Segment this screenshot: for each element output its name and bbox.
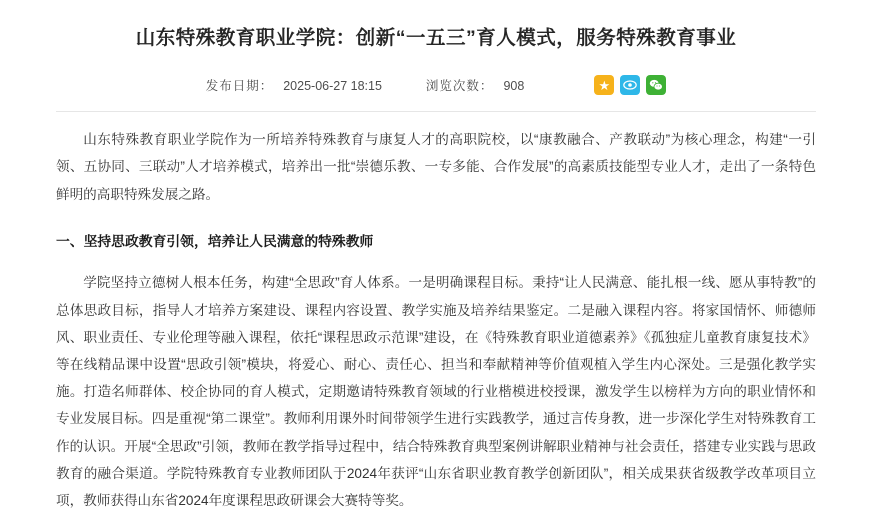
view-count-label: 浏览次数： xyxy=(425,79,494,94)
section-heading: 一、坚持思政教育引领，培养让人民满意的特殊教师 xyxy=(56,233,374,249)
wechat-icon[interactable] xyxy=(646,75,666,95)
article-body xyxy=(0,126,872,514)
share-buttons[interactable] xyxy=(594,75,666,95)
publish-date-label: 发布日期： xyxy=(205,79,274,94)
article-header xyxy=(0,0,872,107)
star-glyph: ★ xyxy=(598,77,611,93)
view-count-value: 908 xyxy=(503,79,525,94)
publish-date-value: 2025-06-27 18:15 xyxy=(283,79,382,94)
star-icon[interactable] xyxy=(594,75,614,95)
article-meta xyxy=(56,59,816,107)
page-title: 山东特殊教育职业学院：创新“一五三”育人模式，服务特殊教育事业 xyxy=(135,27,737,49)
eye-icon[interactable] xyxy=(620,75,640,95)
header-divider xyxy=(56,111,816,112)
view-count xyxy=(426,76,524,94)
paragraph-section-1: 学院坚持立德树人根本任务，构建“全思政”育人体系。一是明确课程目标。秉持“让人民满意、能扎根一线、愿从事特教”的总体思政目标，指导人才培养方案建设、课程内容设置、教学实施及培养结果鉴定。二是融入课程内容。将家国情怀、师德师风、职业责任、专业伦理等融入课程，依托“课程思政示范课”建设，在《特殊教育职业道德素养》《孤独症儿童教育康复技术》等在线精品课中设置“思政引领”模块，将爱心、耐心、责任心、担当和奉献精神等价值观植入学生内心深处。三是强化教学实施。打造名师群体、校企协同的育人模式，定期邀请特殊教育领域的行业楷模进校授课，激发学生以榜样为方向的职业情怀和专业发展目标。四是重视“第二课堂”。教师利用课外时间带领学生进行实践教学，通过言传身教，进一步深化学生对特殊教育工作的认识。开展“全思政”引领，教师在教学指导过程中，结合特殊教育典型案例讲解职业精神与社会责任，搭建专业实践与思政教育的融合渠道。学院特殊教育专业教师团队于2024年获评“山东省职业教育教学创新团队”，相关成果获省级教学改革项目立项，教师获得山东省2024年度课程思政研课会大赛特等奖。 xyxy=(56,275,816,508)
publish-date xyxy=(206,76,382,94)
paragraph-intro: 山东特殊教育职业学院作为一所培养特殊教育与康复人才的高职院校，以“康教融合、产教联动”为核心理念，构建“一引领、五协同、三联动”人才培养模式，培养出一批“崇德乐教、一专多能、合作发展”的高素质技能型专业人才，走出了一条特色鲜明的高职特殊发展之路。 xyxy=(56,132,816,202)
